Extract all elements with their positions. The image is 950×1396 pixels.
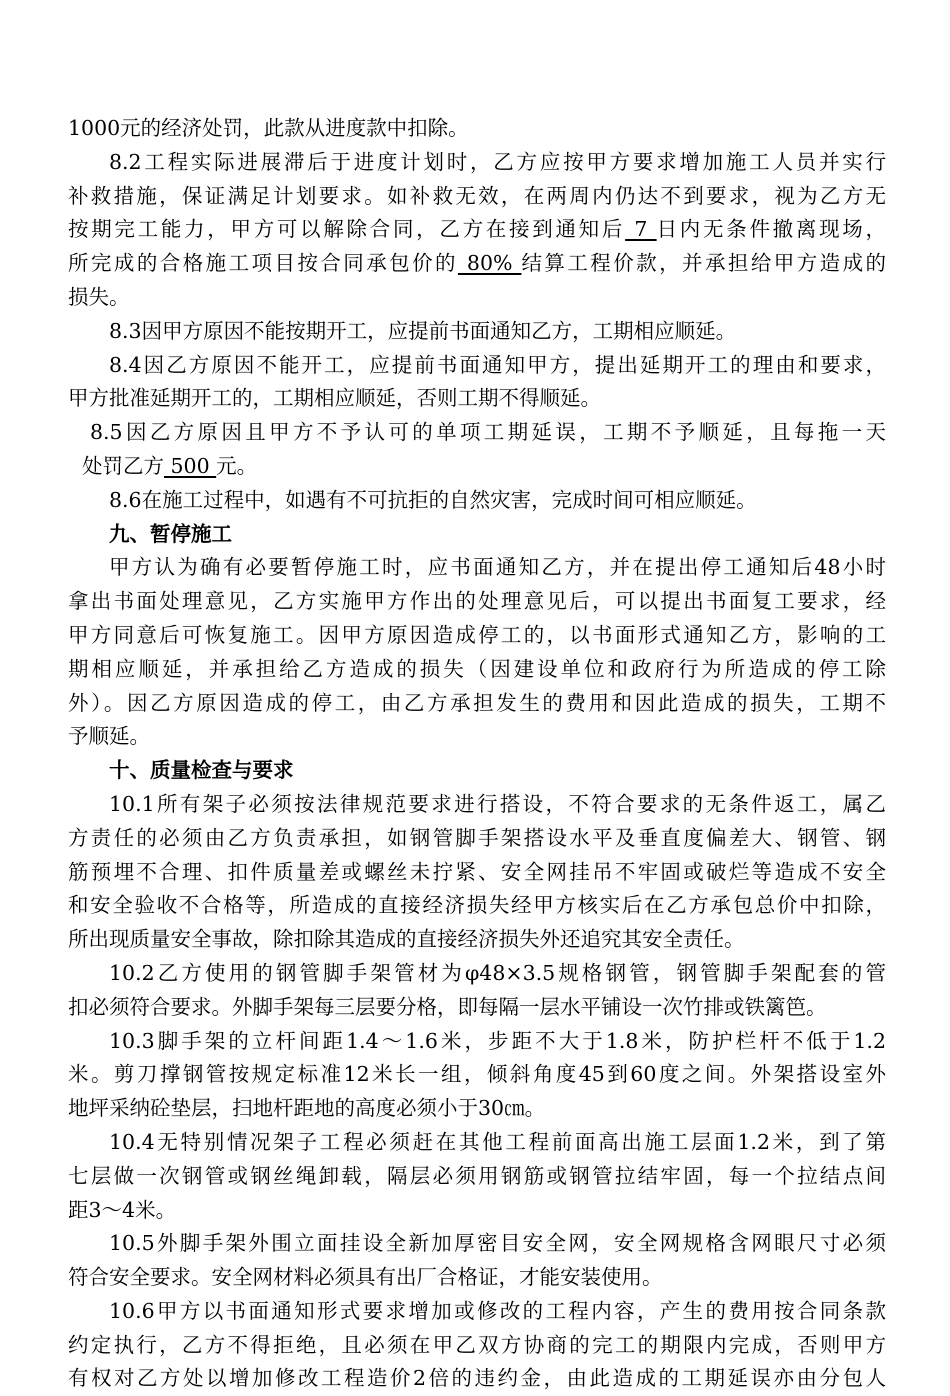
clause-text: 元。 bbox=[216, 453, 258, 478]
clause-8-2-line bbox=[68, 213, 886, 247]
section-heading-10: 十、质量检查与要求 bbox=[109, 758, 294, 783]
clause-8-3: 8.3因甲方原因不能按期开工，应提前书面通知乙方，工期相应顺延。 bbox=[109, 318, 737, 343]
contract-page bbox=[68, 112, 886, 1396]
clause-10-4 bbox=[68, 1126, 886, 1227]
clause-8-4-line: 甲方批准延期开工的，工期相应顺延，否则工期不得顺延。 bbox=[68, 386, 601, 411]
section-heading-9: 九、暂停施工 bbox=[109, 521, 232, 546]
clause-8-4 bbox=[68, 349, 886, 417]
clause-text: 日内无条件撤离现场， bbox=[656, 217, 887, 242]
clause-10-3-line: 米。剪刀撑钢管按规定标准12米长一组，倾斜角度45到60度之间。外架搭设室外 bbox=[68, 1062, 886, 1087]
clause-10-1-line: 10.1所有架子必须按法律规范要求进行搭设，不符合要求的无条件返工，属乙 bbox=[109, 791, 886, 816]
clause-10-6 bbox=[68, 1295, 886, 1396]
section-9-body bbox=[68, 551, 886, 754]
clause-10-1 bbox=[68, 788, 886, 957]
clause-10-1-line: 筋预埋不合理、扣件质量差或螺丝未拧紧、安全网挂吊不牢固或破烂等造成不安全 bbox=[68, 859, 886, 884]
clause-10-5 bbox=[68, 1227, 886, 1295]
clause-10-4-line: 10.4无特别情况架子工程必须赶在其他工程前面高出施工层面1.2米，到了第 bbox=[109, 1129, 886, 1154]
days-blank: 7 bbox=[625, 217, 657, 242]
clause-10-3 bbox=[68, 1025, 886, 1126]
clause-10-1-line: 所出现质量安全事故，除扣除其造成的直接经济损失外还追究其安全责任。 bbox=[68, 927, 745, 952]
clause-text: 结算工程价款，并承担给甲方造成的 bbox=[521, 251, 887, 276]
section-9-line: 外）。因乙方原因造成的停工，由乙方承担发生的费用和因此造成的损失，工期不 bbox=[68, 690, 886, 715]
clause-10-4-line: 距3～4米。 bbox=[68, 1197, 177, 1222]
clause-8-2-line: 补救措施，保证满足计划要求。如补救无效，在两周内仍达不到要求，视为乙方无 bbox=[68, 183, 886, 208]
clause-10-3-line: 10.3脚手架的立杆间距1.4～1.6米，步距不大于1.8米，防护栏杆不低于1.2 bbox=[109, 1028, 886, 1053]
clause-8-2 bbox=[68, 146, 886, 315]
clause-8-5-line: 8.5因乙方原因且甲方不予认可的单项工期延误，工期不予顺延，且每拖一天 bbox=[90, 420, 886, 445]
clause-10-1-line: 方责任的必须由乙方负责承担，如钢管脚手架搭设水平及垂直度偏差大、钢管、钢 bbox=[68, 825, 886, 850]
clause-10-2-line: 10.2乙方使用的钢管脚手架管材为φ48×3.5规格钢管，钢管脚手架配套的管 bbox=[109, 960, 886, 985]
section-9-line: 甲方认为确有必要暂停施工时，应书面通知乙方，并在提出停工通知后48小时 bbox=[109, 555, 886, 580]
clause-text: 按期完工能力，甲方可以解除合同，乙方在接到通知后 bbox=[68, 217, 626, 242]
clause-10-6-line: 有权对乙方处以增加修改工程造价2倍的违约金，由此造成的工期延误亦由分包人 bbox=[68, 1366, 886, 1391]
section-9-line: 期相应顺延，并承担给乙方造成的损失（因建设单位和政府行为所造成的停工除 bbox=[68, 656, 886, 681]
section-9-line: 甲方同意后可恢复施工。因甲方原因造成停工的，以书面形式通知乙方，影响的工 bbox=[68, 622, 886, 647]
clause-8-5 bbox=[68, 416, 886, 484]
clause-10-6-line: 约定执行，乙方不得拒绝，且必须在甲乙双方协商的完工的期限内完成，否则甲方 bbox=[68, 1332, 886, 1357]
clause-8-2-line: 损失。 bbox=[68, 284, 130, 309]
clause-10-3-line: 地坪采纳砼垫层，扫地杆距地的高度必须小于30㎝。 bbox=[68, 1096, 546, 1121]
clause-8-6: 8.6在施工过程中，如遇有不可抗拒的自然灾害，完成时间可相应顺延。 bbox=[109, 487, 757, 512]
section-9-line: 予顺延。 bbox=[68, 724, 150, 749]
clause-8-5-line bbox=[68, 450, 886, 484]
clause-10-2 bbox=[68, 957, 886, 1025]
clause-8-4-line: 8.4因乙方原因不能开工，应提前书面通知甲方，提出延期开工的理由和要求， bbox=[109, 352, 886, 377]
clause-text: 所完成的合格施工项目按合同承包价的 bbox=[68, 251, 458, 276]
clause-10-2-line: 扣必须符合要求。外脚手架每三层要分格，即每隔一层水平铺设一次竹排或铁篱笆。 bbox=[68, 994, 827, 1019]
clause-8-1-tail: 1000元的经济处罚，此款从进度款中扣除。 bbox=[68, 116, 469, 140]
percent-blank: 80% bbox=[457, 251, 522, 276]
clause-10-5-line: 符合安全要求。安全网材料必须具有出厂合格证，才能安装使用。 bbox=[68, 1265, 663, 1290]
clause-10-1-line: 和安全验收不合格等，所造成的直接经济损失经甲方核实后在乙方承包总价中扣除， bbox=[68, 893, 886, 918]
clause-8-2-line: 8.2工程实际进展滞后于进度计划时，乙方应按甲方要求增加施工人员并实行 bbox=[109, 149, 886, 174]
clause-10-4-line: 七层做一次钢管或钢丝绳卸载，隔层必须用钢筋或钢管拉结牢固，每一个拉结点间 bbox=[68, 1163, 886, 1188]
clause-text: 处罚乙方 bbox=[82, 453, 164, 478]
clause-10-5-line: 10.5外脚手架外围立面挂设全新加厚密目安全网，安全网规格含网眼尺寸必须 bbox=[109, 1231, 886, 1256]
clause-10-6-line: 10.6甲方以书面通知形式要求增加或修改的工程内容，产生的费用按合同条款 bbox=[109, 1298, 886, 1323]
penalty-blank: 500 bbox=[164, 453, 217, 478]
section-9-line: 拿出书面处理意见，乙方实施甲方作出的处理意见后，可以提出书面复工要求，经 bbox=[68, 589, 886, 614]
clause-8-2-line bbox=[68, 247, 886, 281]
